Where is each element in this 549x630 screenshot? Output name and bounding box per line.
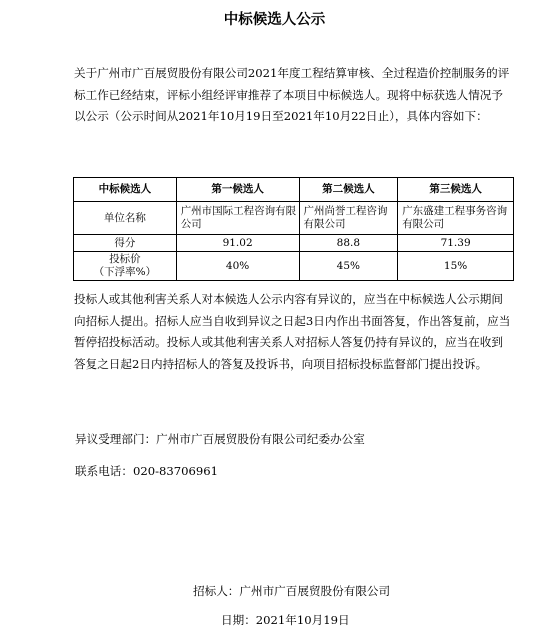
table-cell: 广东盛建工程事务咨询有限公司 — [398, 202, 514, 235]
table-header: 第一候选人 — [176, 178, 299, 202]
row-label-line: （下浮率%） — [93, 266, 157, 278]
table-row-unit — [74, 202, 514, 235]
table-cell: 88.8 — [299, 235, 398, 252]
row-label: 得分 — [74, 235, 177, 252]
table-header: 第三候选人 — [398, 178, 514, 202]
table-header-row — [74, 178, 514, 202]
row-label: 单位名称 — [74, 202, 177, 235]
row-label — [74, 252, 177, 281]
table-cell: 广州市国际工程咨询有限公司 — [176, 202, 299, 235]
contact-phone: 联系电话：020-83706961 — [75, 464, 219, 478]
table-cell: 91.02 — [176, 235, 299, 252]
table-cell: 15% — [398, 252, 514, 281]
row-label-line: 投标价 — [109, 253, 141, 265]
table-cell: 71.39 — [398, 235, 514, 252]
table-header: 第二候选人 — [299, 178, 398, 202]
candidate-table — [73, 177, 514, 281]
table-cell: 广州尚誉工程咨询有限公司 — [299, 202, 398, 235]
page-title: 中标候选人公示 — [223, 12, 326, 28]
table-row-score — [74, 235, 514, 252]
intro-paragraph: 关于广州市广百展贸股份有限公司2021年度工程结算审核、全过程造价控制服务的评标工作已经结束，评标小组经评审推荐了本项目中标候选人。现将中标获选人情况予以公示（公示时间从2021年10月19日至2021年10月22日止），具体内容如下： — [74, 66, 510, 124]
table-cell: 45% — [299, 252, 398, 281]
table-cell: 40% — [176, 252, 299, 281]
notice-date: 日期：2021年10月19日 — [221, 613, 350, 627]
tenderer-name: 招标人：广州市广百展贸股份有限公司 — [193, 584, 391, 598]
table-row-price — [74, 252, 514, 281]
objection-department: 异议受理部门：广州市广百展贸股份有限公司纪委办公室 — [75, 432, 365, 446]
table-header: 中标候选人 — [74, 178, 177, 202]
objection-paragraph: 投标人或其他利害关系人对本候选人公示内容有异议的，应当在中标候选人公示期间向招标人提出。招标人应当自收到异议之日起3日内作出书面答复，作出答复前，应当暂停招投标活动。投标人或其他利害关系人对招标人答复仍持有异议的，应当在收到答复之日起2日内持招标人的答复及投诉书，向项目招标投标监督部门提出投诉。 — [74, 292, 511, 371]
